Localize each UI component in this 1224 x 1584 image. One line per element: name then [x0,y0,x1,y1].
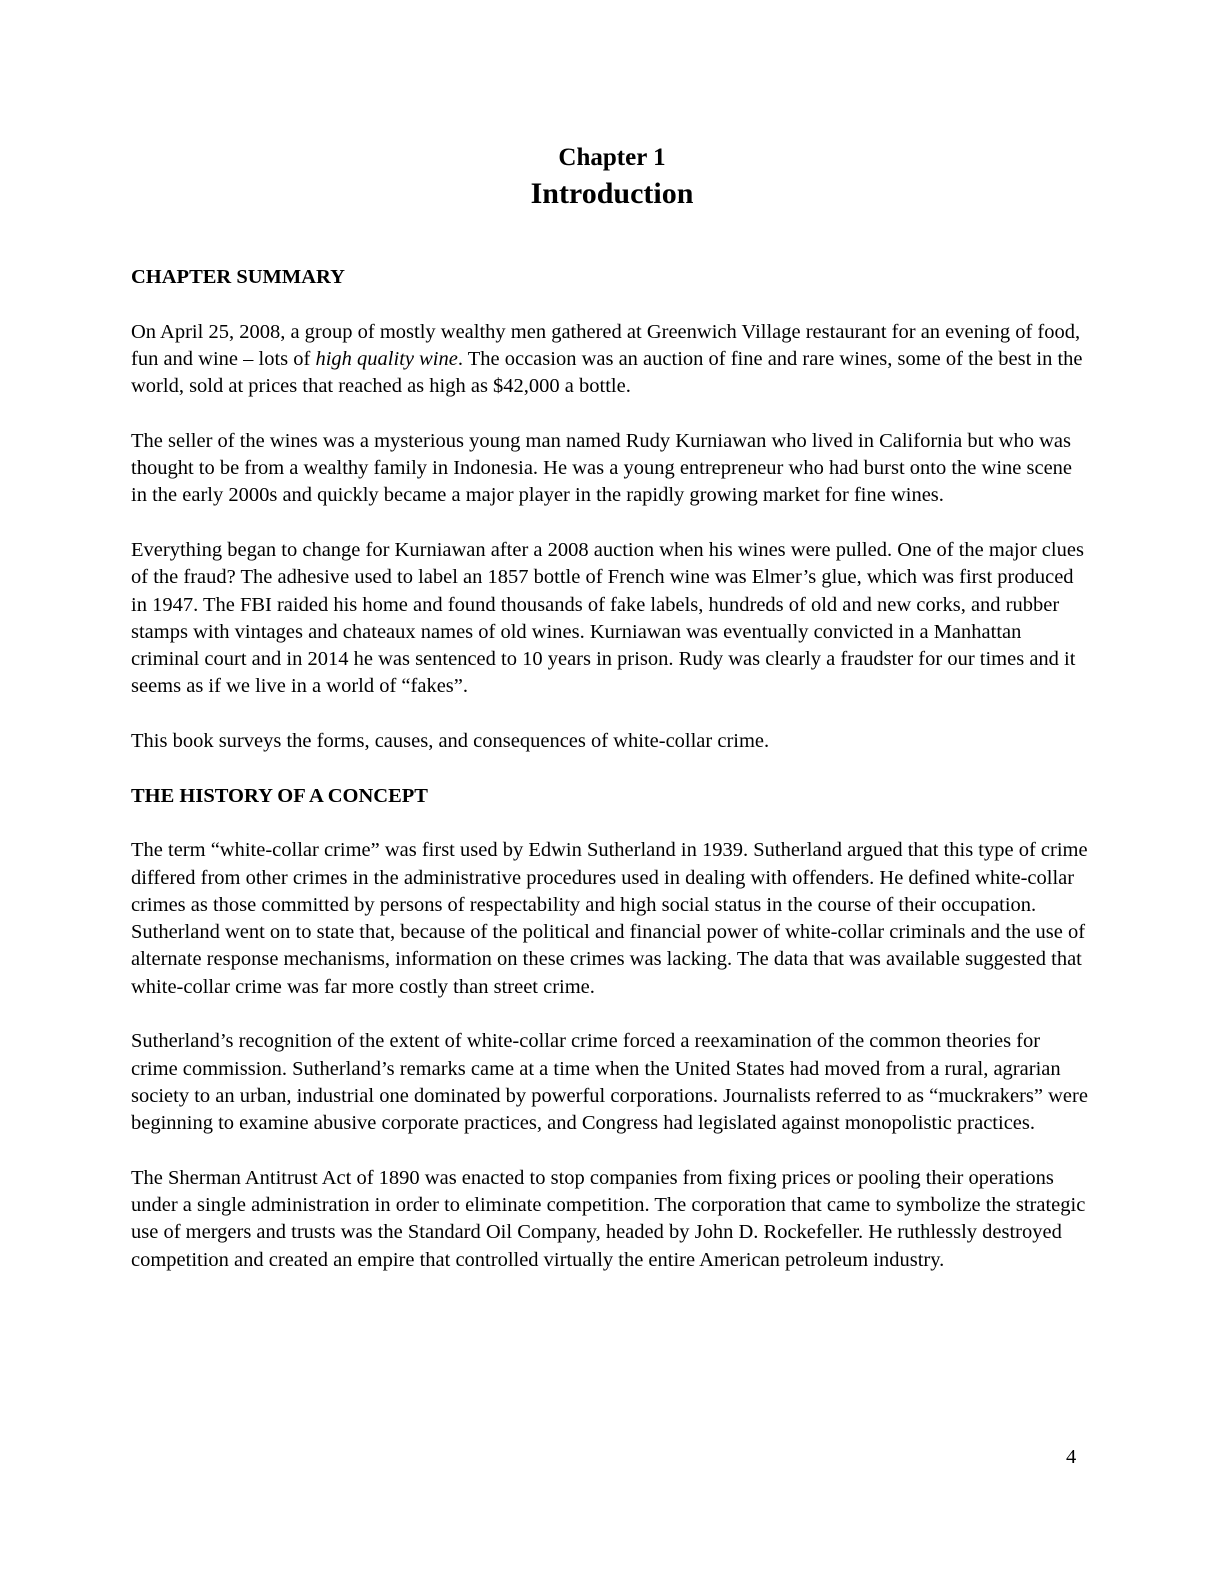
chapter-title: Introduction [530,177,694,210]
paragraph-sutherland-term: The term “white-collar crime” was first used by Edwin Sutherland in 1939. Sutherland argued that this type of crime differed from other crimes in the administrative procedures used in dealing with offenders. He defined white-collar crimes as those committed by persons of respectability and high social status in the course of their occupation. Sutherland went on to state that, because of the political and financial power of white-collar criminals and the use of alternate response mechanisms, information on these crimes was lacking. The data that was available suggested that white-collar crime was far more costly than street crime. [131,839,1088,998]
paragraph-sherman-act: The Sherman Antitrust Act of 1890 was enacted to stop companies from fixing prices or pooling their operations under a single administration in order to eliminate competition. The corporation that came to symbolize the strategic use of mergers and trusts was the Standard Oil Company, headed by John D. Rockefeller. He ruthlessly destroyed competition and created an empire that controlled virtually the entire American petroleum industry. [131,1166,1086,1271]
paragraph-book-survey: This book surveys the forms, causes, and consequences of white-collar crime. [131,730,770,753]
section-heading-history: THE HISTORY OF A CONCEPT [131,784,428,807]
paragraph-text: . The occasion was an auction of fine and rare wines, some of the best in the world, sold at prices that reached as high as $42,000 a bottle. [131,347,1083,398]
document-body [131,264,1091,1274]
section-heading-chapter-summary: CHAPTER SUMMARY [131,266,345,288]
page-number: 4 [1066,1446,1077,1468]
paragraph-text: On April 25, 2008, a group of mostly wealthy men gathered at Greenwich Village restaurant for an evening of food, fun and wine – lots of [131,320,1081,370]
chapter-number: Chapter 1 [558,144,666,171]
paragraph-fraud: Everything began to change for Kurniawan after a 2008 auction when his wines were pulled. One of the major clues of the fraud? The adhesive used to label an 1857 bottle of French wine was Elmer’s glue, which was first produced in 1947. The FBI raided his home and found thousands of fake labels, hundreds of old and new corks, and rubber stamps with vintages and chateaux names of old wines. Kurniawan was eventually convicted in a Manhattan criminal court and in 2014 he was sentenced to 10 years in prison. Rudy was clearly a fraudster for our times and it seems as if we live in a world of “fakes”. [131,538,1084,698]
emphasis-text: high quality wine [315,347,458,370]
paragraph-seller: The seller of the wines was a mysterious young man named Rudy Kurniawan who lived in California but who was thought to be from a wealthy family in Indonesia. He was a young entrepreneur who had burst onto the wine scene in the early 2000s and quickly became a major player in the rapidly growing market for fine wines. [131,429,1073,507]
paragraph-auction [131,319,1091,401]
paragraph-sutherland-recognition: Sutherland’s recognition of the extent of white-collar crime forced a reexamination of the common theories for crime commission. Sutherland’s remarks came at a time when the United States had moved from a rural, agrarian society to an urban, industrial one dominated by powerful corporations. Journalists referred to as “muckrakers” were beginning to examine abusive corporate practices, and Congress had legislated against monopolistic practices. [131,1030,1088,1135]
